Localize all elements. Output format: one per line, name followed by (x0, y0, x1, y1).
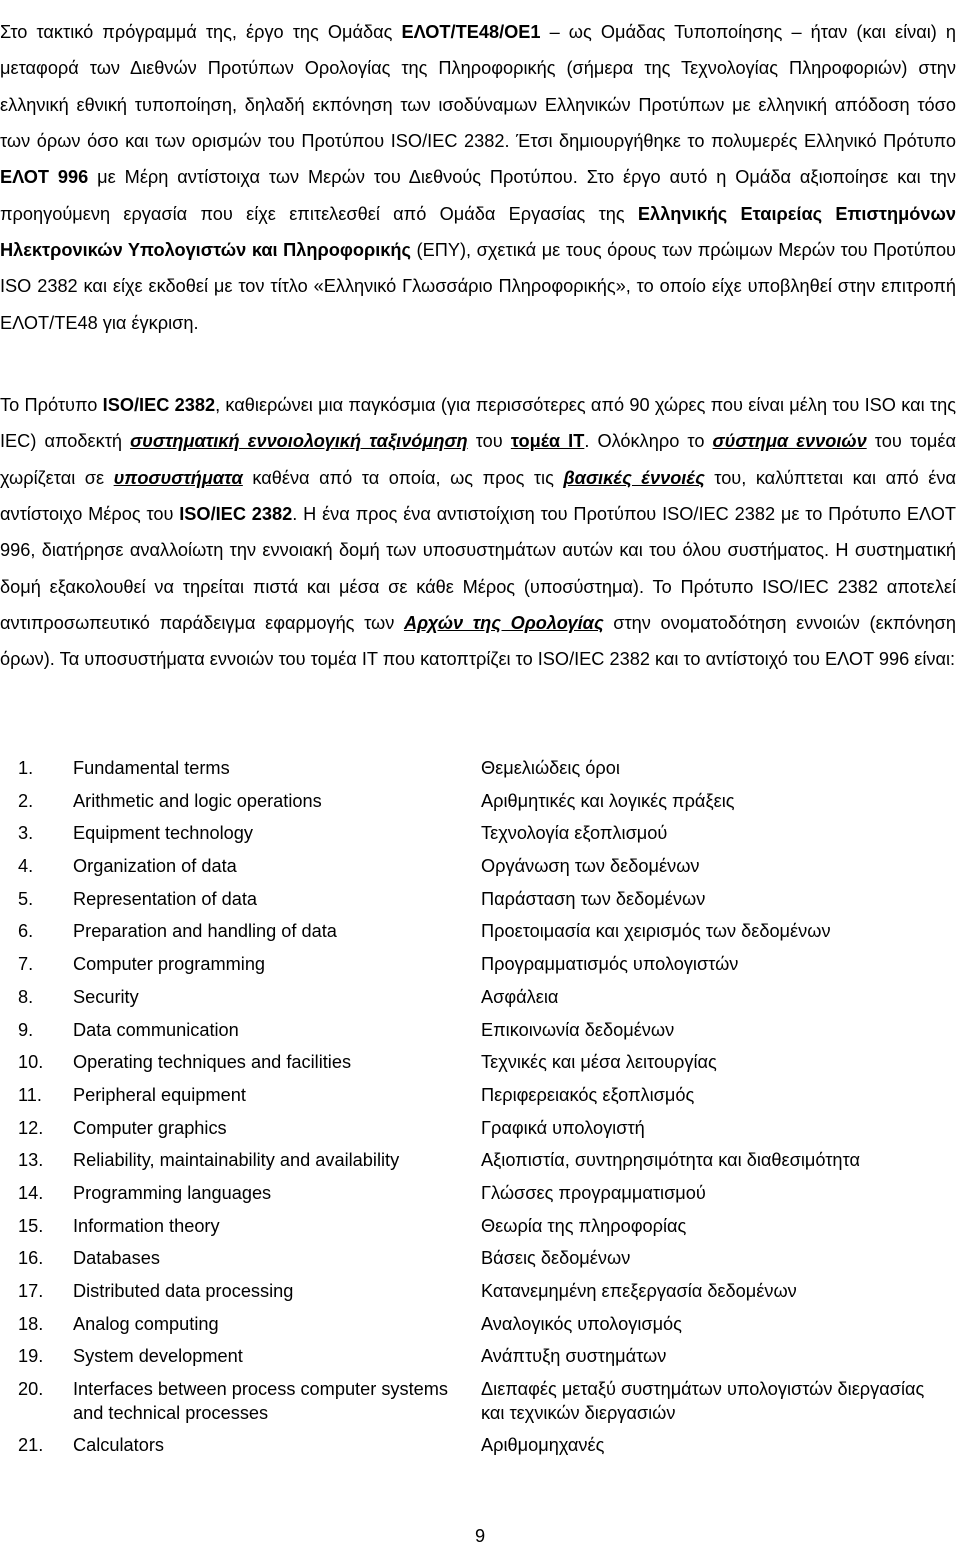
list-item (0, 821, 960, 854)
emphasis-term: Αρχών της Ορολογίας (403, 612, 604, 633)
item-english: Programming languages (73, 1182, 272, 1203)
item-greek: Τεχνολογία εξοπλισμού (481, 823, 668, 844)
item-number: 21. (18, 1435, 44, 1456)
item-number: 6. (18, 921, 34, 942)
item-english: Databases (73, 1248, 160, 1269)
item-greek: Διεπαφές μεταξύ συστημάτων υπολογιστών διεργασίας και τεχνικών διεργασιών (481, 1379, 925, 1424)
item-number: 5. (18, 888, 34, 909)
item-number: 4. (18, 856, 34, 877)
item-greek: Θεμελιώδεις όροι (481, 758, 620, 778)
list-item (0, 1344, 960, 1377)
list-item (0, 1312, 960, 1345)
item-number: 8. (18, 986, 34, 1007)
item-english: Organization of data (73, 856, 237, 877)
text-run: (ΕΠΥ), σχετικά με τους όρους των πρώιμων Μερών του Προτύπου ISO 2382 και είχε εκδοθεί με τον τίτλο «Ελληνικό Γλωσσάριο Πληροφορικής», το οποίο είχε υποβληθεί στην επιτροπή ΕΛΟΤ/ΤΕ48 για έγκριση. (0, 239, 956, 333)
list-item (0, 756, 960, 789)
item-number: 9. (18, 1019, 34, 1040)
item-number: 11. (18, 1084, 42, 1105)
item-english: Interfaces between process computer systems and technical processes (73, 1379, 449, 1424)
item-greek: Θεωρία της πληροφορίας (481, 1215, 687, 1236)
item-greek: Τεχνικές και μέσα λειτουργίας (481, 1052, 717, 1073)
text-run: . Ολόκληρο το (584, 431, 713, 452)
text-run: με Μέρη αντίστοιχα των Μερών του Διεθνούς Προτύπου. Στο έργο αυτό η Ομάδα αξιοποίησε και την προηγούμενη εργασία που είχε επιτελεσθεί από Ομάδα Εργασίας της (0, 167, 956, 224)
list-item (0, 1433, 960, 1466)
item-greek: Οργάνωση των δεδομένων (481, 856, 700, 877)
item-number: 17. (18, 1281, 44, 1301)
item-greek: Ασφάλεια (481, 986, 559, 1007)
item-number: 19. (18, 1346, 44, 1367)
list-item (0, 1083, 960, 1116)
parts-list (0, 756, 960, 1466)
list-item (0, 985, 960, 1018)
item-english: Information theory (73, 1215, 220, 1236)
text-run: του, καλύπτεται και από ένα αντίστοιχο Μέρος του (0, 467, 956, 525)
standard-name: ΕΛΟΤ 996 (0, 167, 89, 188)
item-english: Preparation and handling of data (73, 921, 337, 942)
item-greek: Αριθμητικές και λογικές πράξεις (481, 790, 735, 811)
emphasis-term: βασικές έννοιές (563, 467, 705, 488)
item-english: System development (73, 1346, 243, 1367)
item-greek: Γλώσσες προγραμματισμού (481, 1182, 706, 1203)
list-item (0, 1279, 960, 1312)
item-english: Arithmetic and logic operations (73, 790, 322, 811)
item-number: 18. (18, 1313, 44, 1334)
item-number: 16. (18, 1248, 44, 1269)
item-english: Fundamental terms (73, 758, 230, 778)
item-number: 14. (18, 1182, 44, 1203)
item-english: Operating techniques and facilities (73, 1052, 352, 1073)
item-greek: Επικοινωνία δεδομένων (481, 1019, 675, 1040)
item-english: Analog computing (73, 1313, 219, 1334)
list-item (0, 1377, 960, 1433)
list-item (0, 1018, 960, 1051)
list-item (0, 952, 960, 985)
item-greek: Βάσεις δεδομένων (481, 1248, 631, 1269)
text-run: Το Πρότυπο (0, 395, 103, 416)
item-english: Calculators (73, 1435, 164, 1456)
item-english: Security (73, 986, 139, 1007)
emphasis-term: τομέα IT (510, 431, 585, 452)
item-greek: Αριθμομηχανές (481, 1435, 605, 1456)
item-greek: Ανάπτυξη συστημάτων (481, 1346, 667, 1367)
item-english: Reliability, maintainability and availability (73, 1150, 400, 1171)
item-english: Representation of data (73, 888, 258, 909)
list-item (0, 919, 960, 952)
standard-description-paragraph (0, 387, 956, 677)
item-number: 13. (18, 1150, 44, 1171)
list-item (0, 1246, 960, 1279)
item-number: 10. (18, 1052, 44, 1073)
list-item (0, 1214, 960, 1247)
intro-paragraph (0, 14, 956, 341)
item-number: 3. (18, 823, 34, 844)
text-run: καθένα από τα οποία, ως προς τις (242, 467, 564, 488)
list-item (0, 789, 960, 822)
item-english: Distributed data processing (73, 1281, 294, 1301)
item-greek: Προγραμματισμός υπολογιστών (481, 954, 739, 975)
item-number: 12. (18, 1117, 44, 1138)
list-item (0, 854, 960, 887)
item-greek: Γραφικά υπολογιστή (481, 1117, 645, 1138)
item-greek: Περιφερειακός εξοπλισμός (481, 1084, 695, 1105)
emphasis-term: σύστημα εννοιών (712, 431, 867, 452)
standard-name: ISO/IEC 2382 (102, 395, 216, 416)
item-greek: Παράσταση των δεδομένων (481, 888, 706, 909)
item-number: 2. (18, 790, 34, 811)
item-number: 20. (18, 1379, 44, 1400)
text-run: του (467, 431, 511, 452)
page-number: 9 (474, 1526, 486, 1546)
item-greek: Προετοιμασία και χειρισμός των δεδομένων (481, 921, 831, 942)
text-run: – ως Ομάδας Τυποποίησης – ήταν (και είναι) η μεταφορά των Διεθνών Προτύπων Ορολογίας της Πληροφορικής (σήμερα της Τεχνολογίας Πληροφοριών) στην ελληνική εθνική τυποποίηση, δηλαδή εκπόνηση των ισοδύναμων Ελληνικών Προτύπων με ελληνική απόδοση τόσο των όρων όσο και των ορισμών του Προτύπου ISO/IEC 2382. Έτσι δημιουργήθηκε το πολυμερές Ελληνικό Πρότυπο (0, 22, 956, 152)
list-item (0, 1050, 960, 1083)
item-english: Data communication (73, 1019, 239, 1040)
item-greek: Αξιοπιστία, συντηρησιμότητα και διαθεσιμότητα (481, 1150, 860, 1171)
item-english: Peripheral equipment (73, 1084, 246, 1105)
item-number: 15. (18, 1215, 44, 1236)
list-item (0, 887, 960, 920)
list-item (0, 1148, 960, 1181)
emphasis-term: συστηματική εννοιολογική ταξινόμηση (130, 431, 468, 452)
standard-name: ISO/IEC 2382 (179, 504, 293, 525)
text-run: στην ονοματοδότηση εννοιών (εκπόνηση όρων). Τα υποσυστήματα εννοιών του τομέα IT που κατοπτρίζει το ISO/IEC 2382 και το αντίστοιχό του ΕΛΟΤ 996 είναι: (0, 612, 956, 670)
text-run: , καθιερώνει μια παγκόσμια (για περισσότερες από 90 χώρες που είναι μέλη του ISO και της IEC) αποδεκτή (0, 395, 956, 452)
text-run: . Η ένα προς ένα αντιστοίχιση του Προτύπου ISO/IEC 2382 με το Πρότυπο ΕΛΟΤ 996, διατήρησε αναλλοίωτη την εννοιακή δομή των υποσυστημάτων αυτών και του όλου συστήματος. Η συστηματική δομή εξακολουθεί να τηρείται πιστά και μέσα σε κάθε Μέρος (υποσύστημα). Το Πρότυπο ISO/IEC 2382 αποτελεί αντιπροσωπευτικό παράδειγμα εφαρμογής των (0, 504, 956, 633)
item-greek: Αναλογικός υπολογισμός (481, 1313, 682, 1334)
society-name: Ελληνικής Εταιρείας Επιστημόνων Ηλεκτρονικών Υπολογιστών και Πληροφορικής (0, 203, 956, 260)
list-item (0, 1181, 960, 1214)
text-run: Στο τακτικό πρόγραμμά της, έργο της Ομάδας (0, 22, 402, 43)
item-greek: Κατανεμημένη επεξεργασία δεδομένων (481, 1281, 797, 1301)
list-item (0, 1116, 960, 1149)
item-number: 7. (18, 954, 34, 975)
emphasis-term: υποσυστήματα (113, 467, 243, 488)
item-number: 1. (18, 758, 34, 778)
group-name: ΕΛΟΤ/ΤΕ48/ΟΕ1 (401, 22, 541, 43)
item-english: Equipment technology (73, 823, 253, 844)
item-english: Computer programming (73, 954, 266, 975)
text-run: του τομέα χωρίζεται σε (0, 431, 956, 488)
item-english: Computer graphics (73, 1117, 227, 1138)
